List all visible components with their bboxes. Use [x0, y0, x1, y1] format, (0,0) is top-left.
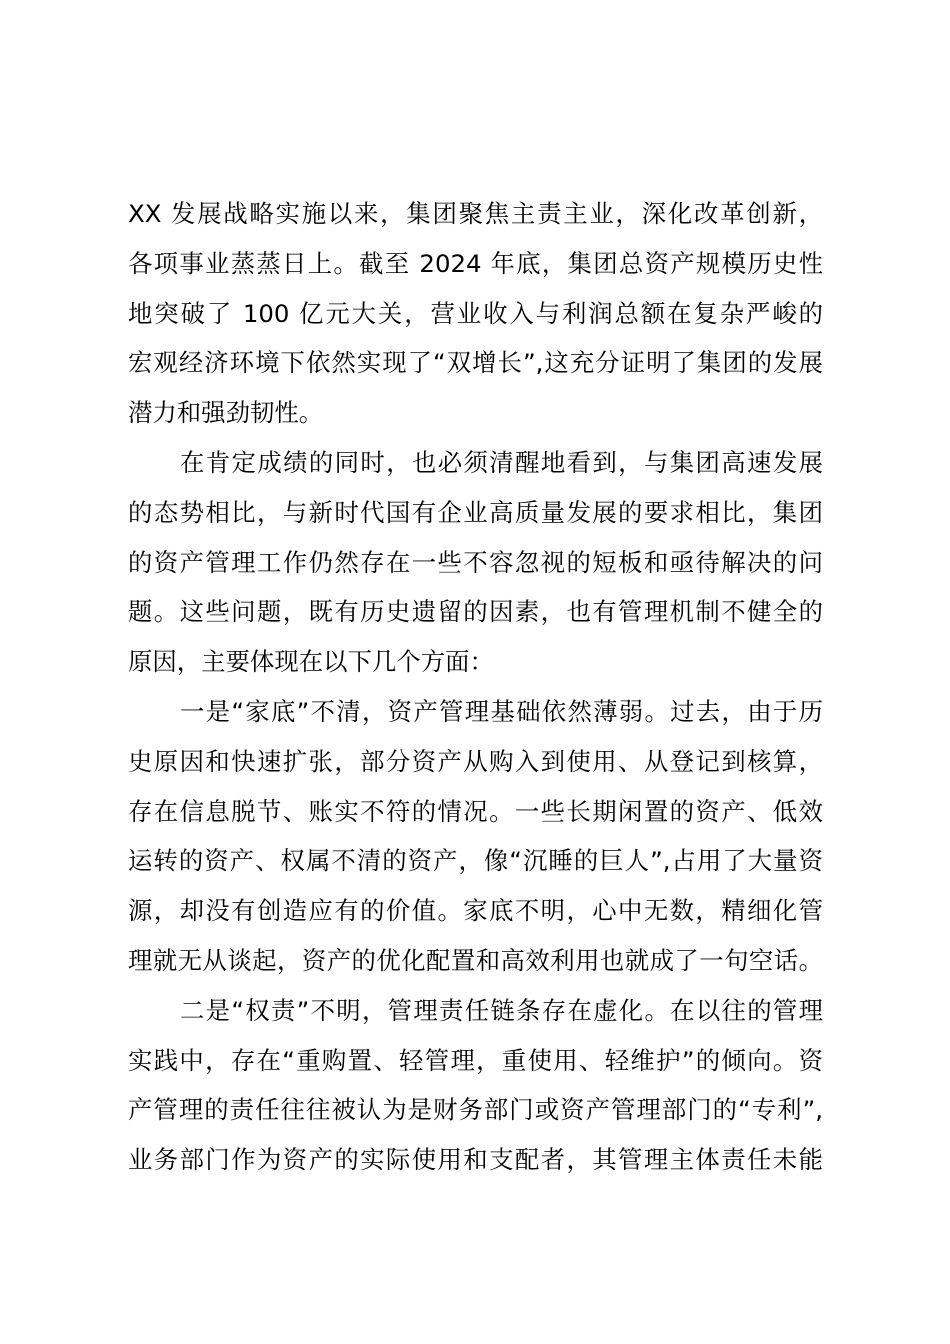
text-line: 二是“权责”不明，管理责任链条存在虚化。在以往的管理	[180, 995, 823, 1025]
paragraph-problem-two	[128, 986, 823, 1185]
text-line: 存在信息脱节、账实不符的情况。一些长期闲置的资产、低效	[128, 796, 823, 826]
text-line: 潜力和强劲韧性。	[128, 398, 324, 428]
text-line: 的态势相比，与新时代国有企业高质量发展的要求相比，集团	[128, 497, 823, 527]
paragraph-achievements	[128, 189, 823, 438]
text-line: 在肯定成绩的同时，也必须清醒地看到，与集团高速发展	[180, 447, 823, 477]
text-line: 源，却没有创造应有的价值。家底不明，心中无数，精细化管	[128, 896, 823, 926]
text-line: 理就无从谈起，资产的优化配置和高效利用也就成了一句空话。	[128, 945, 823, 975]
document-body	[128, 189, 823, 1185]
text-line: 宏观经济环境下依然实现了“双增长”,这充分证明了集团的发展	[128, 348, 823, 378]
text-line: 史原因和快速扩张，部分资产从购入到使用、从登记到核算，	[128, 746, 823, 776]
text-line: 产管理的责任往往被认为是财务部门或资产管理部门的“专利”,	[128, 1095, 823, 1125]
text-line: 的资产管理工作仍然存在一些不容忽视的短板和亟待解决的问	[128, 547, 823, 577]
paragraph-problem-one	[128, 687, 823, 986]
text-line: 题。这些问题，既有历史遗留的因素，也有管理机制不健全的	[128, 597, 823, 627]
text-line: 原因，主要体现在以下几个方面：	[128, 647, 494, 677]
text-line: 各项事业蒸蒸日上。截至 2024 年底，集团总资产规模历史性	[128, 248, 823, 278]
text-line: 一是“家底”不清，资产管理基础依然薄弱。过去，由于历	[180, 696, 823, 726]
text-line: 业务部门作为资产的实际使用和支配者，其管理主体责任未能	[128, 1145, 823, 1175]
text-line: 地突破了 100 亿元大关，营业收入与利润总额在复杂严峻的	[128, 298, 823, 328]
text-line: 实践中，存在“重购置、轻管理，重使用、轻维护”的倾向。资	[128, 1045, 823, 1075]
text-line: 运转的资产、权属不清的资产，像“沉睡的巨人”,占用了大量资	[128, 846, 823, 876]
paragraph-problems-intro	[128, 438, 823, 687]
text-line: XX 发展战略实施以来，集团聚焦主责主业，深化改革创新，	[128, 199, 823, 228]
